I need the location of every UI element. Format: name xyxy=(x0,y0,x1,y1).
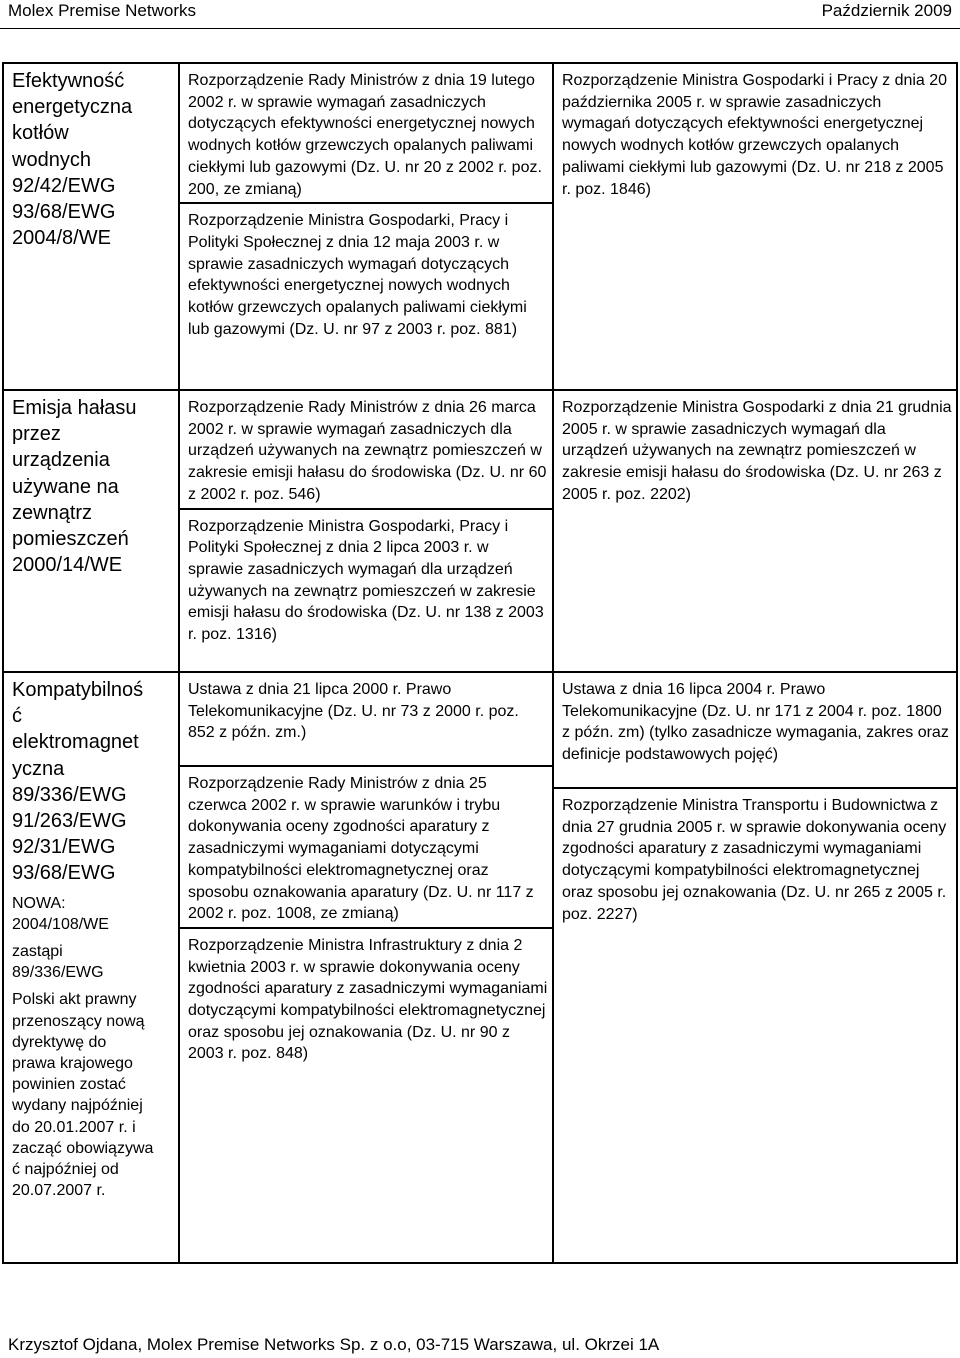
directive-line: pomieszczeń xyxy=(12,528,129,551)
note-line: ć najpóźniej od xyxy=(12,1161,119,1179)
directive-line: przez xyxy=(12,423,61,446)
note-line: przenoszący nową xyxy=(12,1012,145,1030)
regulation-text: Rozporządzenie Ministra Gospodarki i Pracy z dnia 20 października 2005 r. w sprawie zasadniczych wymagań dotyczących efektywności energetycznej nowych wodnych kotłów grzewczych opalanych paliwami ciekłymi lub gazowymi (Dz. U. nr 218 z 2005 r. poz. 1846) xyxy=(562,72,948,198)
directive-cell xyxy=(3,672,179,1263)
directive-line: urządzenia xyxy=(12,449,110,472)
regulation-cell-old xyxy=(179,63,553,390)
directive-line: Efektywność xyxy=(12,70,125,92)
regulation-text: Rozporządzenie Rady Ministrów z dnia 19 lutego 2002 r. w sprawie wymagań zasadniczych dotyczących efektywności energetycznej nowych wodnych kotłów grzewczych opalanych paliwami ciekłymi lub gazowymi (Dz. U. nr 20 z 2002 r. poz. 200, ze zmianą) xyxy=(188,72,542,198)
regulation-cell-new xyxy=(553,390,957,672)
directive-cell xyxy=(3,390,179,672)
directive-line: zewnątrz xyxy=(12,501,93,524)
regulation-text: Ustawa z dnia 16 lipca 2004 r. Prawo Telekomunikacyjne (Dz. U. nr 171 z 2004 r. poz. 1800 z późn. zm) (tylko zasadnicze wymagania, zakres oraz definicje podstawowych pojęć) xyxy=(562,681,949,764)
directive-line: 91/263/EWG xyxy=(12,810,127,833)
directive-line: 2004/8/WE xyxy=(12,227,111,250)
directive-line: 92/31/EWG xyxy=(12,836,116,859)
regulation-cell-old xyxy=(179,672,553,1263)
regulation-text: Rozporządzenie Ministra Gospodarki z dnia 21 grudnia 2005 r. w sprawie zasadniczych wymagań dla urządzeń używanych na zewnątrz pomieszczeń w zakresie emisji hałasu do środowiska (Dz. U. nr 263 z 2005 r. poz. 2202) xyxy=(562,399,952,503)
directive-line: energetyczna xyxy=(12,96,133,119)
regulation-cell-new xyxy=(553,672,957,1263)
directive-line: yczna xyxy=(12,757,65,780)
regulation-text: Rozporządzenie Ministra Gospodarki, Pracy i Polityki Społecznej z dnia 2 lipca 2003 r. w sprawie zasadniczych wymagań dla urządzeń używanych na zewnątrz pomieszczeń w zakresie emisji hałasu do środowiska (Dz. U. nr 138 z 2003 r. poz. 1316) xyxy=(180,508,552,648)
directive-line: ć xyxy=(12,705,22,728)
regulation-text: Rozporządzenie Rady Ministrów z dnia 26 marca 2002 r. w sprawie wymagań zasadniczych dla urządzeń używanych na zewnątrz pomieszczeń w zakresie emisji hałasu do środowiska (Dz. U. nr 60 z 2002 r. poz. 546) xyxy=(188,399,547,503)
note-line: do 20.01.2007 r. i xyxy=(12,1118,136,1136)
page-header xyxy=(0,0,960,24)
note-line: 2004/108/WE xyxy=(12,915,109,933)
note-line: wydany najpóźniej xyxy=(12,1097,143,1115)
note-line: 89/336/EWG xyxy=(12,964,104,982)
regulation-text: Rozporządzenie Ministra Transportu i Budownictwa z dnia 27 grudnia 2005 r. w sprawie dokonywania oceny zgodności aparatury z zasadniczymi wymaganiami dotyczącymi kompatybilności elektromagnetycznej oraz sposobu jej oznakowania (Dz. U. nr 265 z 2005 r. poz. 2227) xyxy=(554,787,956,927)
note-line: Polski akt prawny xyxy=(12,991,137,1009)
directive-line: 93/68/EWG xyxy=(12,201,116,224)
directive-line: wodnych xyxy=(12,148,91,171)
regulation-text: Rozporządzenie Rady Ministrów z dnia 25 czerwca 2002 r. w sprawie warunków i trybu dokonywania oceny zgodności aparatury z zasadniczymi wymaganiami dotyczącymi kompatybilności elektromagnetycznej oraz sposobu oznakowania aparatury (Dz. U. nr 117 z 2002 r. poz. 1008, ze zmianą) xyxy=(180,765,552,927)
regulation-text: Rozporządzenie Ministra Infrastruktury z dnia 2 kwietnia 2003 r. w sprawie dokonywania oceny zgodności aparatury z zasadniczymi wymaganiami dotyczącymi kompatybilności elektromagnetycznej oraz sposobu jej oznakowania (Dz. U. nr 90 z 2003 r. poz. 848) xyxy=(180,927,552,1067)
note-line: zacząć obowiązywa xyxy=(12,1139,154,1157)
note-line: zastąpi xyxy=(12,943,63,961)
directive-line: używane na xyxy=(12,475,119,498)
note-line: 20.07.2007 r. xyxy=(12,1182,106,1200)
note-line: powinien zostać xyxy=(12,1076,126,1094)
directive-line: 2000/14/WE xyxy=(12,554,123,577)
directive-line: kotłów xyxy=(12,122,69,145)
note-line: dyrektywę do xyxy=(12,1033,107,1051)
note-line: NOWA: xyxy=(12,894,66,912)
directive-line: elektromagnet xyxy=(12,731,139,754)
header-date: Październik 2009 xyxy=(821,1,952,20)
page-footer: Krzysztof Ojdana, Molex Premise Networks Sp. z o.o, 03-715 Warszawa, ul. Okrzei 1A xyxy=(8,1335,660,1354)
table-row xyxy=(3,63,957,390)
regulation-text: Rozporządzenie Ministra Gospodarki, Pracy i Polityki Społecznej z dnia 12 maja 2003 r. w sprawie zasadniczych wymagań dotyczących efektywności energetycznej nowych wodnych kotłów grzewczych opalanych paliwami ciekłymi lub gazowymi (Dz. U. nr 97 z 2003 r. poz. 881) xyxy=(180,202,552,342)
directive-line: 93/68/EWG xyxy=(12,862,116,885)
header-company: Molex Premise Networks xyxy=(8,1,196,20)
table-row xyxy=(3,672,957,1263)
regulation-cell-new xyxy=(553,63,957,390)
directive-line: 92/42/EWG xyxy=(12,174,116,197)
regulation-text: Ustawa z dnia 21 lipca 2000 r. Prawo Telekomunikacyjne (Dz. U. nr 73 z 2000 r. poz. 852 z późn. zm.) xyxy=(188,681,519,742)
header-rule xyxy=(0,28,960,29)
regulations-table xyxy=(2,62,958,1264)
directive-line: Emisja hałasu xyxy=(12,397,137,419)
regulation-cell-old xyxy=(179,390,553,672)
directive-line: Kompatybilnoś xyxy=(12,679,144,701)
table-row xyxy=(3,390,957,672)
directive-line: 89/336/EWG xyxy=(12,783,127,806)
directive-cell xyxy=(3,63,179,390)
note-line: prawa krajowego xyxy=(12,1055,133,1073)
